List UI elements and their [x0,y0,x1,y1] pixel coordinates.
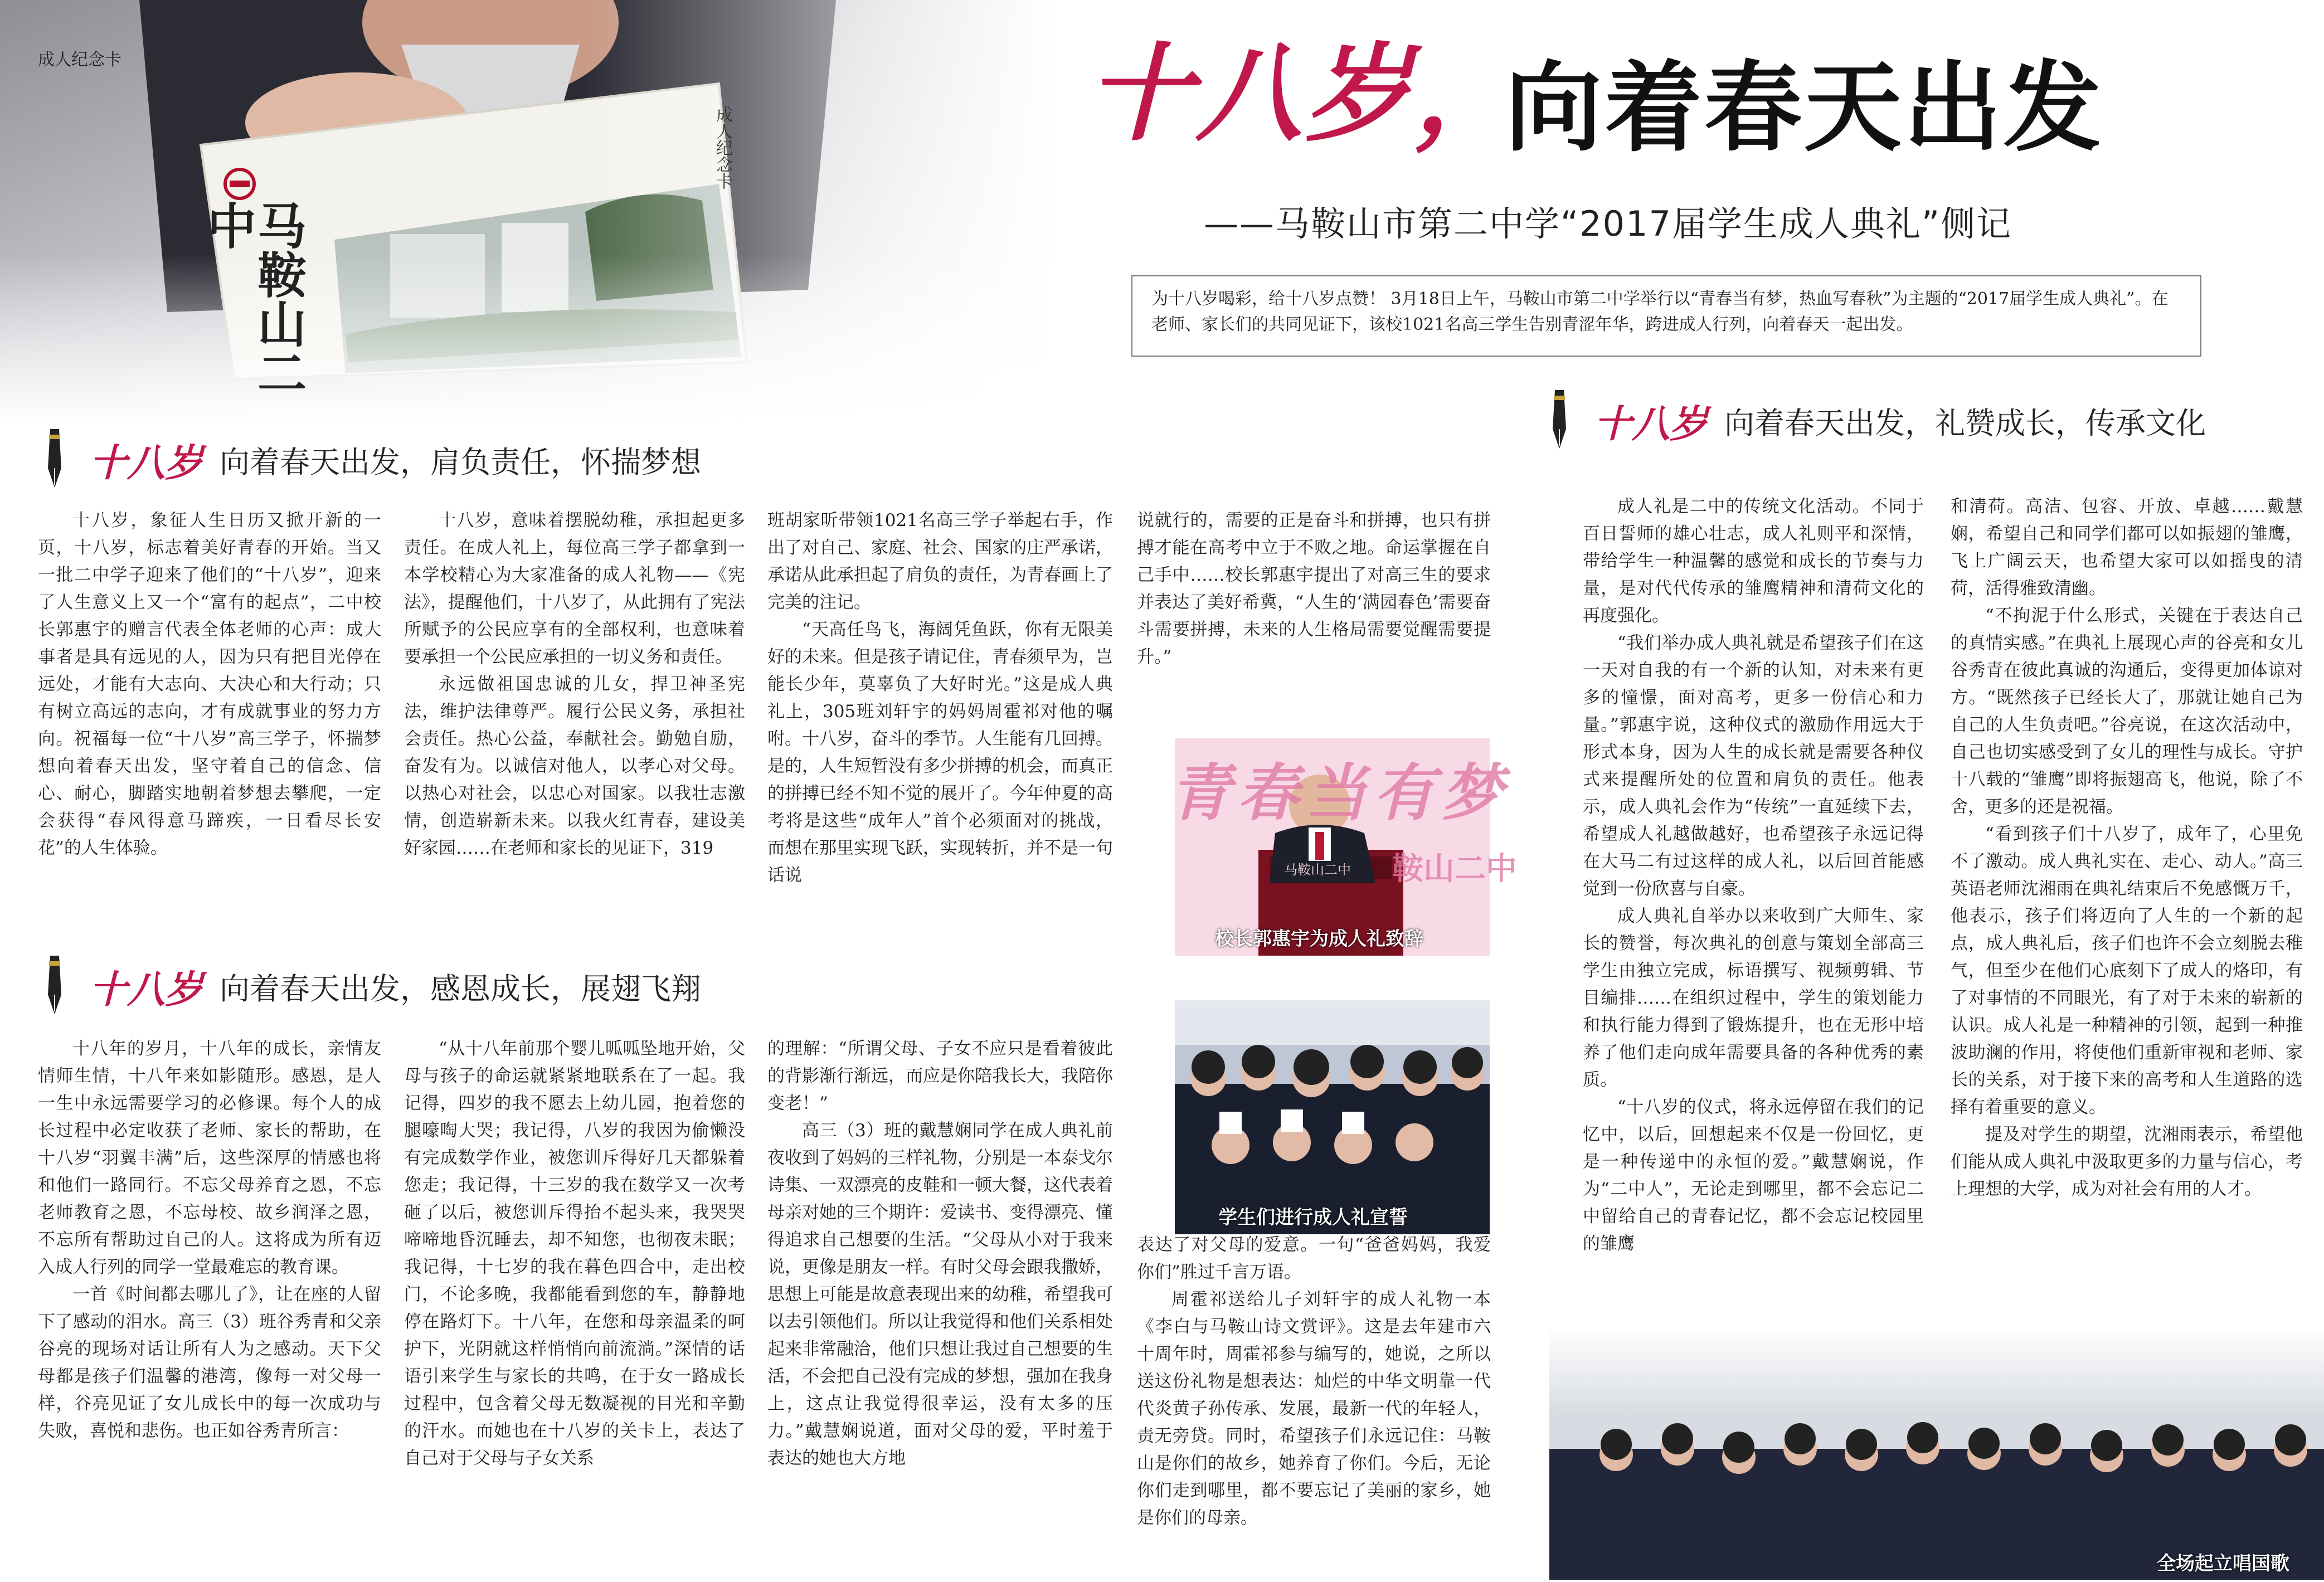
hero-photo-art [0,0,1059,424]
paragraph: 的理解：“所谓父母、子女不应只是看着彼此的背影渐行渐远，而应是你陪我长大，我陪你变老！” [767,1039,1113,1113]
oath-photo [1175,1000,1490,1234]
intro-text: 为十八岁喝彩，给十八岁点赞！ 3月18日上午，马鞍山市第二中学举行以“青春当有梦，热血写春秋”为主题的“2017届学生成人典礼”。在老师、家长们的共同见证下，该校1021名高三学生告别青涩年华，跨进成人行列，向着春天一起出发。 [1151,289,2169,334]
section-3-brand: 十八岁 [1594,401,1708,446]
card-label: 成人纪念卡 [713,106,732,189]
top-caption: 成人纪念卡 [38,50,121,70]
principal-photo [1169,738,1517,956]
title-cursive: 十八岁， [1087,31,1524,155]
section-2-heading [39,956,875,1017]
paragraph: 班胡家昕带领1021名高三学子举起右手，作出了对自己、家庭、社会、国家的庄严承诺，承诺从此承担起了肩负的责任，为青春画上了完美的注记。 [767,510,1113,612]
s2-col-1 [38,1035,381,1570]
paragraph: 一首《时间都去哪儿了》，让在座的人留下了感动的泪水。高三（3）班谷秀青和父亲谷亮的现场对话让所有人为之感动。天下父母都是孩子们温馨的港湾，像每一对父母一样，谷亮见证了女儿成长中的每一次成功与失败，喜悦和悲伤。也正如谷秀青所言： [38,1284,381,1441]
principal-banner-text: 青春当有梦 [1169,757,1509,829]
pen-icon [1544,390,1583,451]
subtitle: ——马鞍山市第二中学“2017届学生成人典礼”侧记 [1204,203,2012,244]
paragraph: 高三（3）班的戴慧娴同学在成人典礼前夜收到了妈妈的三样礼物，分别是一本泰戈尔诗集、一双漂亮的皮鞋和一顿大餐，这代表着母亲对她的三个期许：爱读书、变得漂亮、懂得追求自己想要的生活。“父母从小对于我来说，更像是朋友一样。有时父母会跟我撒娇，思想上可能是故意表现出来的幼稚，希望我可以去引领他们。所以让我觉得和他们关系相处起来非常融洽，他们只想让我过自己想要的生活，不会把自己没有完成的梦想，强加在我身上，这点让我觉得很幸运，没有太多的压力。”戴慧娴说道，面对父母的爱，平时羞于表达的她也大方地 [767,1121,1113,1468]
paragraph: 十八年的岁月，十八年的成长，亲情友情师生情，十八年来如影随形。感恩，是人一生中永远需要学习的必修课。每个人的成长过程中必定收获了老师、家长的帮助，在十八岁“羽翼丰满”后，这些深厚的情感也将和他们一路同行。不忘父母养育之恩，不忘老师教育之恩，不忘母校、故乡润泽之恩，不忘所有帮助过自己的人。这将成为所有迈入成人行列的同学一堂最难忘的教育课。 [38,1039,381,1277]
section-1-title: 向着春天出发，肩负责任，怀揣梦想 [220,444,702,480]
principal-podium-text: 马鞍山二中 [1284,862,1351,878]
s1-col-4 [1137,507,1491,730]
paragraph: 十八岁，象征人生日历又掀开新的一页，十八岁，标志着美好青春的开始。当又一批二中学子迎来了他们的“十八岁”，迎来了人生意义上又一个“富有的起点”，二中校长郭惠宇的赠言代表全体老师的心声：成大事者是具有远见的人，因为只有把目光停在远处，才能有大志向、大决心和大行动；只有树立高远的志向，才有成就事业的努力方向。祝福每一位“十八岁”高三学子，怀揣梦想向着春天出发，坚守着自己的信念、信心、耐心，脚踏实地朝着梦想去攀爬，一定会获得“春风得意马蹄疾，一日看尽长安花”的人生体验。 [38,510,381,858]
paragraph: 和清荷。高洁、包容、开放、卓越……戴慧娴，希望自己和同学们都可以如振翅的雏鹰，飞上广阔云天，也希望大家可以如摇曳的清荷，活得雅致清幽。 [1951,496,2303,598]
s3-col-1 [1583,493,1924,1362]
s1-col-1 [38,507,381,953]
paragraph: “我们举办成人典礼就是希望孩子们在这一天对自我的有一个新的认知，对未来有更多的憧憬，面对高考，更多一份信心和力量。”郭惠宇说，这种仪式的激励作用远大于形式本身，因为人生的成长就是需要各种仪式来提醒所处的位置和肩负的责任。他表示，成人典礼会作为“传统”一直延续下去，希望成人礼越做越好，也希望孩子永远记得在大马二有过这样的成人礼，以后回首能感觉到一份欣喜与自豪。 [1583,633,1924,899]
paragraph: 表达了对父母的爱意。一句“爸爸妈妈，我爱你们”胜过千言万语。 [1137,1235,1491,1282]
paragraph: 十八岁，意味着摆脱幼稚，承担起更多责任。在成人礼上，每位高三学子都拿到一本学校精心为大家准备的成人礼物——《宪法》，提醒他们，十八岁了，从此拥有了宪法所赋予的公民应享有的全部权利，也意味着要承担一个公民应承担的一切义务和责任。 [404,510,745,667]
paragraph: 提及对学生的期望，沈湘雨表示，希望他们能从成人典礼中汲取更多的力量与信心，考上理想的大学，成为对社会有用的人才。 [1951,1125,2303,1199]
paragraph: “天高任鸟飞，海阔凭鱼跃，你有无限美好的未来。但是孩子请记住，青春须早为，岂能长少年，莫辜负了大好时光。”这是成人典礼上，305班刘轩宇的妈妈周霍祁对他的嘱咐。十八岁，奋斗的季节。人生能有几回搏。是的，人生短暂没有多少拼搏的机会，而真正的拼搏已经不知不觉的展开了。今年仲夏的高考将是这些“成年人”首个必须面对的挑战，而想在那里实现飞跃，实现转折，并不是一句话说 [767,620,1113,885]
section-2-title: 向着春天出发，感恩成长，展翅飞翔 [220,971,702,1006]
s2-col-2 [404,1035,745,1570]
intro-box [1131,275,2201,357]
s1-col-3 [767,507,1113,953]
section-3-title: 向着春天出发，礼赞成长，传承文化 [1724,405,2206,441]
s2-col-4 [1137,1231,1491,1571]
s3-col-2 [1951,493,2303,1362]
paragraph: 成人礼是二中的传统文化活动。不同于百日誓师的雄心壮志，成人礼则平和深情，带给学生一种温馨的感觉和成长的节奏与力量，是对代代传承的雏鹰精神和清荷文化的再度强化。 [1583,496,1924,626]
anthem-photo [1549,1326,2324,1580]
section-3-heading [1544,390,2313,451]
section-1-brand: 十八岁 [89,440,203,485]
pen-icon [39,429,78,490]
card-school-name: 马鞍山二中 [200,201,308,397]
paragraph: 成人典礼自举办以来收到广大师生、家长的赞誉，每次典礼的创意与策划全部高三学生由独立完成，标语撰写、视频剪辑、节目编排……在组织过程中，学生的策划能力和执行能力得到了锻炼提升，也在无形中培养了他们走向成年需要具备的各种优秀的素质。 [1583,906,1924,1090]
s1-col-2 [404,507,745,953]
anthem-caption: 全场起立唱国歌 [2157,1552,2289,1575]
principal-caption: 校长郭惠宇为成人礼致辞 [1215,928,1423,950]
paragraph: “看到孩子们十八岁了，成年了，心里免不了激动。成人典礼实在、走心、动人。”高三英语老师沈湘雨在典礼结束后不免感慨万千，他表示，孩子们将迈向了人生的一个新的起点，成人典礼后，孩子们也许不会立刻脱去稚气，但至少在他们心底刻下了成人的烙印，有了对事情的不同眼光，有了对于未来的崭新的认识。成人礼是一种精神的引领，起到一种推波助澜的作用，将使他们重新审视和老师、家长的关系，对于接下来的高考和人生道路的选择有着重要的意义。 [1951,824,2303,1117]
s2-col-3 [767,1035,1113,1570]
paragraph: 说就行的，需要的正是奋斗和拼搏，也只有拼搏才能在高考中立于不败之地。命运掌握在自己手中……校长郭惠宇提出了对高三生的要求并表达了美好希冀，“人生的‘满园春色’需要奋斗需要拼搏，未来的人生格局需要觉醒需要提升。” [1137,510,1491,667]
oath-caption: 学生们进行成人礼宣誓 [1218,1206,1408,1229]
paragraph: “从十八年前那个婴儿呱呱坠地开始，父母与孩子的命运就紧紧地联系在了一起。我记得，四岁的我不愿去上幼儿园，抱着您的腿嚎啕大哭；我记得，八岁的我因为偷懒没有完成数学作业，被您训斥得好几天都躲着您走；我记得，十三岁的我在数学又一次考砸了以后，被您训斥得抬不起头来，我哭哭啼啼地昏沉睡去，却不知您，也彻夜未眠；我记得，十七岁的我在暮色四合中，走出校门，不论多晚，我都能看到您的车，静静地停在路灯下。十八年，在您和母亲温柔的呵护下，光阴就这样悄悄向前流淌。”深情的话语引来学生与家长的共鸣，在于女一路成长过程中，包含着父母无数凝视的目光和辛勤的汗水。而她也在十八岁的关卡上，表达了自己对于父母与子女关系 [404,1039,745,1468]
pen-icon [39,956,78,1017]
paragraph: “不拘泥于什么形式，关键在于表达自己的真情实感。”在典礼上展现心声的谷亮和女儿谷秀青在彼此真诚的沟通后，变得更加体谅对方。“既然孩子已经长大了，那就让她自己为自己的人生负责吧。”谷亮说，在这次活动中，自己也切实感受到了女儿的理性与成长。守护十八载的“雏鹰”即将振翅高飞，他说，除了不舍，更多的还是祝福。 [1951,606,2303,817]
paragraph: “十八岁的仪式，将永远停留在我们的记忆中，以后，回想起来不仅是一份回忆，更是一种传递中的永恒的爱。”戴慧娴说，作为“二中人”，无论走到哪里，都不会忘记二中留给自己的青春记忆，都不会忘记校园里的雏鹰 [1583,1097,1924,1254]
title-main: 向着春天出发 [1505,52,2103,165]
principal-banner-right: 鞍山二中 [1392,850,1517,887]
section-2-brand: 十八岁 [89,967,203,1012]
paragraph: 永远做祖国忠诚的儿女，捍卫神圣宪法，维护法律尊严。履行公民义务，承担社会责任。热心公益，奉献社会。勤勉自励，奋发有为。以诚信对他人，以孝心对父母。以热心对社会，以忠心对国家。以我壮志激情，创造崭新未来。以我火红青春，建设美好家园……在老师和家长的见证下，319 [404,674,745,858]
section-1-heading [39,429,875,490]
paragraph: 周霍祁送给儿子刘轩宇的成人礼物一本《李白与马鞍山诗文赏评》。这是去年建市六十周年时，周霍祁参与编写的，她说，之所以送这份礼物是想表达：灿烂的中华文明靠一代代炎黄子孙传承、发展，最新一代的年轻人，责无旁贷。同时，希望孩子们永远记住：马鞍山是你们的故乡，她养育了你们。今后，无论你们走到哪里，都不要忘记了美丽的家乡，她是你们的母亲。 [1137,1289,1491,1528]
hero-photo [0,0,1059,424]
